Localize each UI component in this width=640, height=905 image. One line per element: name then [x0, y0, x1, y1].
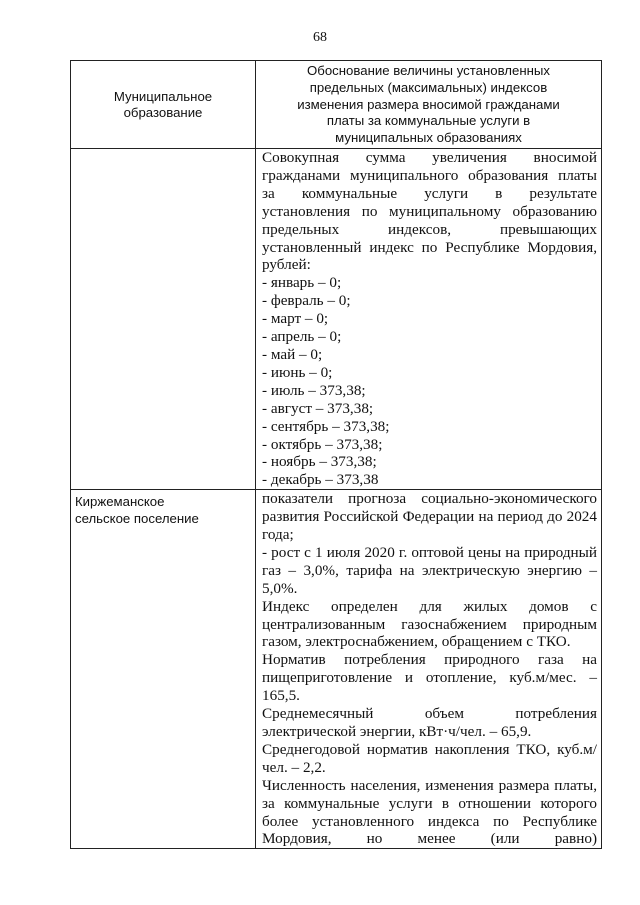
justification-paragraph: показатели прогноза социально-экономического развития Российской Федерации на период до 2024 года;: [262, 490, 597, 544]
month-item: - январь – 0;: [262, 274, 342, 292]
month-item: - март – 0;: [262, 310, 329, 328]
municipality-cell: [71, 149, 256, 490]
intro-line: установленный индекс по Республике Мордовия,: [262, 238, 597, 256]
month-item: - ноябрь – 373,38;: [262, 453, 377, 471]
month-item: - апрель – 0;: [262, 328, 342, 346]
header-justification-line: платы за коммунальные услуги в: [326, 113, 531, 129]
intro-line: рублей:: [262, 256, 311, 274]
page-number: 68: [313, 30, 327, 45]
month-item: - август – 373,38;: [262, 399, 374, 417]
intro-line: Совокупная сумма увеличения вносимой: [262, 149, 597, 166]
header-justification-line: предельных (максимальных) индексов: [309, 79, 548, 95]
intro-line: за коммунальные услуги в результате: [262, 184, 597, 202]
header-justification-line: Обоснование величины установленных: [307, 63, 550, 78]
justification-cell: [256, 490, 602, 849]
municipal-index-table: [70, 60, 602, 849]
municipality-name-line: Киржеманское: [75, 494, 165, 510]
intro-line: гражданами муниципального образования платы: [262, 166, 597, 184]
justification-paragraph: Индекс определен для жилых домов с централизованным газоснабжением природным газом, электроснабжением, обращением с ТКО.: [262, 597, 597, 651]
intro-line: предельных индексов, превышающих: [262, 220, 597, 238]
month-item: - сентябрь – 373,38;: [262, 417, 390, 435]
municipality-name-line: сельское поселение: [75, 510, 199, 526]
table-header-row: [71, 61, 602, 149]
table-row: [71, 490, 602, 849]
header-municipality-line: Муниципальное: [113, 88, 213, 104]
justification-cell: [256, 149, 602, 490]
intro-line: установления по муниципальному образованию: [262, 202, 597, 220]
header-justification-line: изменения размера вносимой гражданами: [297, 96, 560, 112]
header-justification-line: муниципальных образованиях: [335, 130, 522, 146]
month-item: - май – 0;: [262, 345, 323, 363]
header-municipality-line: образование: [123, 104, 203, 120]
month-item: - февраль – 0;: [262, 292, 351, 310]
month-item: - декабрь – 373,38: [262, 471, 379, 489]
month-item: - июль – 373,38;: [262, 381, 366, 399]
table-row: [71, 149, 602, 490]
justification-paragraph: Численность населения, изменения размера платы, за коммунальные услуги в отношении которого более установленного индекса по Республике Мордовия, но менее (или равно): [262, 776, 597, 848]
municipality-cell: [71, 490, 256, 849]
justification-paragraph: Среднемесячный объем потребления электрической энергии, кВт·ч/чел. – 65,9.: [262, 705, 597, 740]
justification-paragraph: - рост с 1 июля 2020 г. оптовой цены на природный газ – 3,0%, тарифа на электрическую энергию – 5,0%.: [262, 543, 597, 597]
justification-paragraph: Норматив потребления природного газа на пищеприготовление и отопление, куб.м/мес. – 165,5.: [262, 651, 597, 705]
month-item: - июнь – 0;: [262, 363, 333, 381]
header-municipality: [71, 61, 256, 149]
month-item: - октябрь – 373,38;: [262, 435, 383, 453]
header-justification: [256, 61, 602, 149]
justification-paragraph: Среднегодовой норматив накопления ТКО, куб.м/чел. – 2,2.: [262, 740, 597, 776]
